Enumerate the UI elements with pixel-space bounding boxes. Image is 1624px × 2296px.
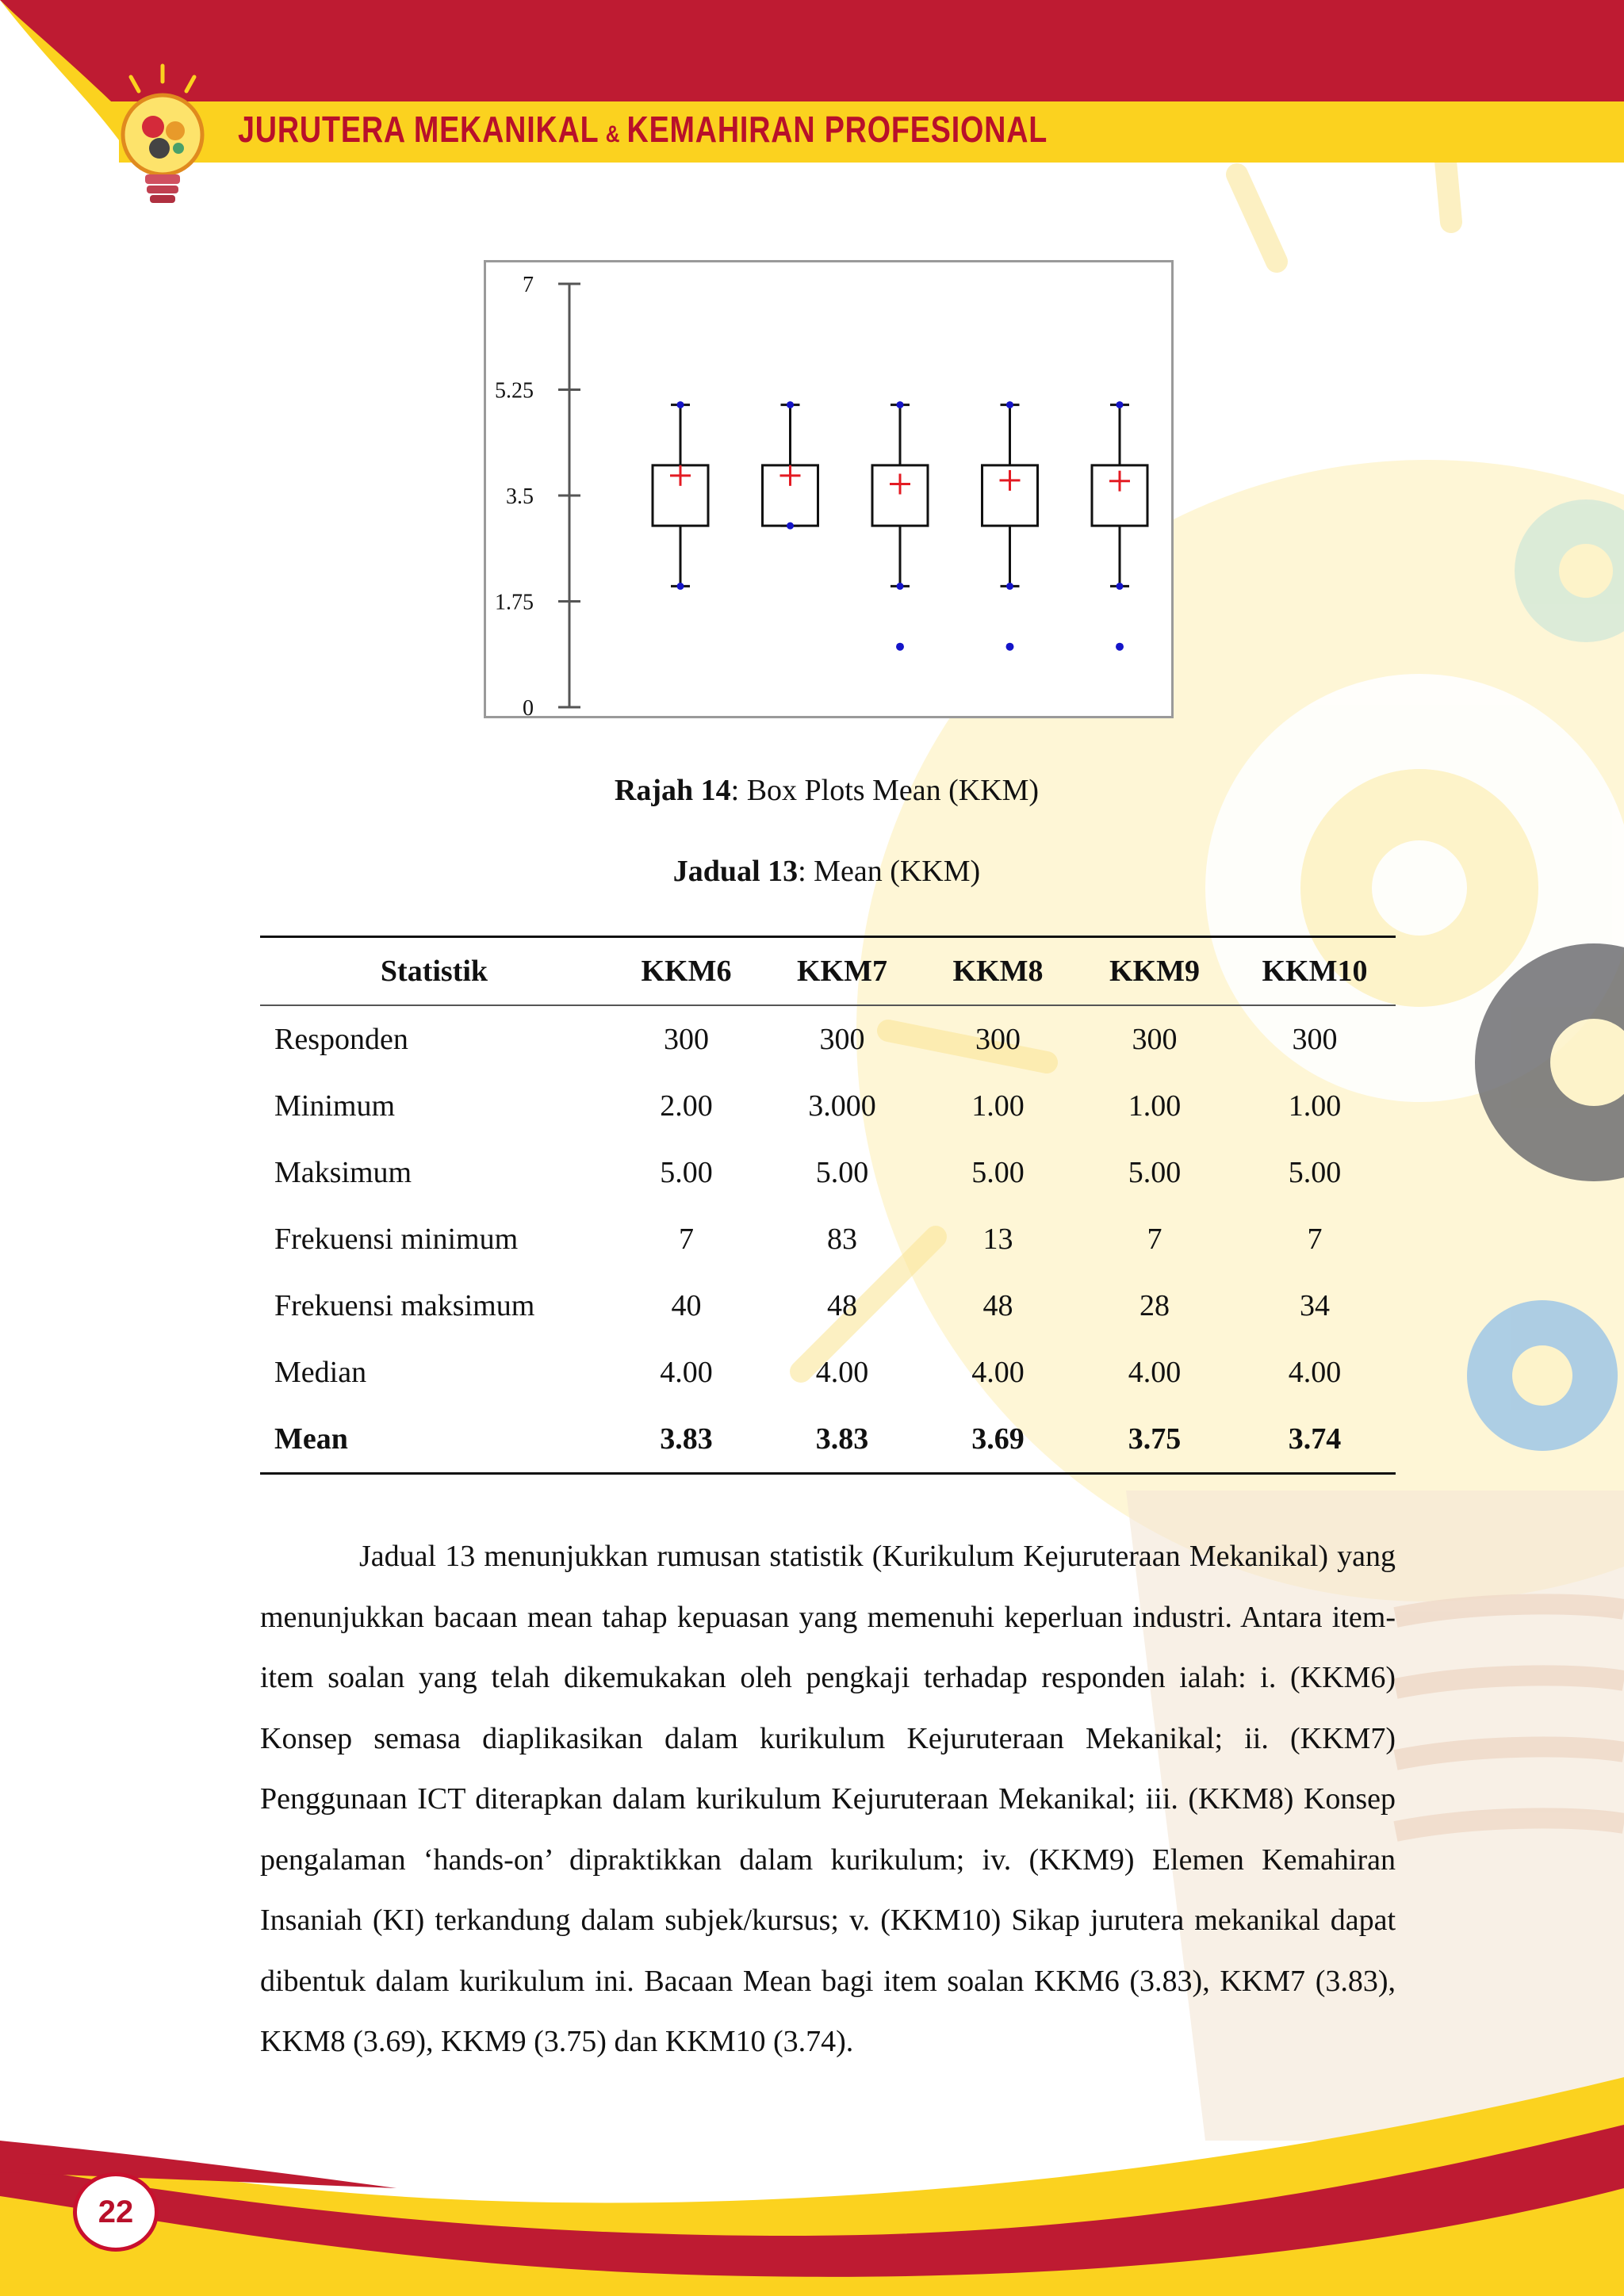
table-caption-text: : Mean (KKM)	[798, 855, 981, 888]
table-header-cell: KKM8	[921, 937, 1075, 1006]
box-outlier-point	[1116, 643, 1124, 651]
table-row	[260, 1206, 1396, 1272]
table-row-mean	[260, 1406, 1396, 1474]
table-cell: 2.00	[660, 1089, 713, 1123]
header-title-part2: KEMAHIRAN PROFESIONAL	[626, 109, 1048, 150]
body-paragraph: Jadual 13 menunjukkan rumusan statistik (Kurikulum Kejuruteraan Mekanikal) yang menunjukkan bacaan mean tahap kepuasan yang memenuhi keperluan industri. Antara item-item soalan yang telah dikemukakan oleh pengkaji terhadap responden ialah: i. (KKM6) Konsep semasa diaplikasikan dalam kurikulum Kejuruteraan Mekanikal; ii. (KKM7) Penggunaan ICT diterapkan dalam kurikulum Kejuruteraan Mekanikal; iii. (KKM8) Konsep pengalaman ‘hands-on’ dipraktikkan dalam kurikulum; iv. (KKM9) Elemen Kemahiran Insaniah (KI) terkandung dalam subjek/kursus; v. (KKM10) Sikap jurutera mekanikal dapat dibentuk dalam kurikulum ini. Bacaan Mean bagi item soalan KKM6 (3.83), KKM7 (3.83), KKM8 (3.69), KKM9 (3.75) dan KKM10 (3.74).	[260, 1540, 1396, 2058]
table-cell: 7	[679, 1223, 694, 1256]
table-cell: 34	[1300, 1289, 1330, 1322]
table-cell: 3.83	[764, 1406, 921, 1474]
table-cell: 28	[1139, 1289, 1170, 1322]
box-min-point	[1116, 583, 1124, 590]
box-min-point	[1006, 583, 1013, 590]
table-cell: 40	[671, 1289, 702, 1322]
table-header-cell: KKM9	[1075, 937, 1234, 1006]
table-row	[260, 1272, 1396, 1339]
table-header-row	[260, 937, 1396, 1006]
table-cell: 300	[819, 1023, 865, 1056]
box-max-point	[787, 401, 794, 408]
table-cell: 4.00	[660, 1356, 713, 1389]
table-cell: 7	[1147, 1223, 1162, 1256]
figure-caption	[0, 773, 1624, 808]
box-min-point	[897, 583, 904, 590]
table-header-cell: Statistik	[260, 937, 609, 1006]
page-number: 22	[73, 2172, 159, 2252]
y-tick-label: 1.75	[495, 590, 534, 615]
box-max-point	[1116, 401, 1124, 408]
table-cell: 7	[1307, 1223, 1323, 1256]
table-cell: 5.00	[971, 1156, 1025, 1189]
box-max-point	[1006, 401, 1013, 408]
header-title-part1: JURUTERA MEKANIKAL	[238, 109, 599, 150]
table-header-cell: KKM7	[764, 937, 921, 1006]
box-outlier-point	[896, 643, 904, 651]
y-tick-label: 3.5	[506, 484, 534, 509]
table-cell: 1.00	[1288, 1089, 1342, 1123]
table-header-cell: KKM10	[1234, 937, 1396, 1006]
table-cell: 3.74	[1234, 1406, 1396, 1474]
table-cell: 1.00	[1128, 1089, 1182, 1123]
table-row	[260, 1073, 1396, 1139]
table-cell: 300	[1132, 1023, 1178, 1056]
box-min-point	[677, 583, 684, 590]
table-caption-label: Jadual 13	[672, 855, 799, 888]
table-cell: 3.000	[808, 1089, 876, 1123]
table-cell: 13	[982, 1223, 1013, 1256]
table-caption	[0, 854, 1624, 889]
figure-caption-label: Rajah 14	[614, 774, 731, 807]
table-cell: Frekuensi maksimum	[274, 1289, 535, 1322]
table-cell: Responden	[274, 1023, 408, 1056]
box-plot-chart	[484, 260, 1174, 718]
table-cell: Minimum	[274, 1089, 396, 1123]
table-cell: 4.00	[971, 1356, 1025, 1389]
bulb-logo-icon	[107, 59, 218, 218]
header-title-ampersand: &	[605, 121, 621, 147]
table-cell: 48	[827, 1289, 857, 1322]
box-plot-svg	[486, 262, 1171, 716]
table-cell: 300	[664, 1023, 709, 1056]
table-cell: Median	[274, 1356, 367, 1389]
table-header-cell: KKM6	[609, 937, 764, 1006]
table-cell: 3.83	[609, 1406, 764, 1474]
table-cell: 4.00	[1128, 1356, 1182, 1389]
statistics-table	[260, 936, 1396, 1475]
table-cell: 5.00	[1128, 1156, 1182, 1189]
table-row	[260, 1005, 1396, 1073]
box-outlier-point	[1006, 643, 1014, 651]
table-cell: 3.75	[1075, 1406, 1234, 1474]
table-cell: 1.00	[971, 1089, 1025, 1123]
header-title	[238, 108, 1048, 151]
table-cell: 5.00	[1288, 1156, 1342, 1189]
figure-caption-text: : Box Plots Mean (KKM)	[730, 774, 1040, 807]
table-cell: 5.00	[660, 1156, 713, 1189]
table-cell: 83	[827, 1223, 857, 1256]
header-red-band	[0, 0, 1624, 101]
table-row	[260, 1139, 1396, 1206]
table-cell: Frekuensi minimum	[274, 1223, 519, 1256]
table-cell: 4.00	[815, 1356, 869, 1389]
table-cell: 300	[1292, 1023, 1338, 1056]
table-cell: 3.69	[921, 1406, 1075, 1474]
background-blue-gear	[1467, 1300, 1618, 1451]
box-min-point	[787, 522, 794, 530]
box-max-point	[677, 401, 684, 408]
table-cell: 300	[975, 1023, 1021, 1056]
y-tick-label: 0	[523, 696, 534, 716]
table-cell: 5.00	[815, 1156, 869, 1189]
y-tick-label: 7	[523, 273, 534, 297]
table-cell: Maksimum	[274, 1156, 412, 1189]
table-cell: 4.00	[1288, 1356, 1342, 1389]
table-row	[260, 1339, 1396, 1406]
table-cell: Mean	[260, 1406, 609, 1474]
y-tick-label: 5.25	[495, 378, 534, 404]
box-max-point	[897, 401, 904, 408]
table-cell: 48	[982, 1289, 1013, 1322]
